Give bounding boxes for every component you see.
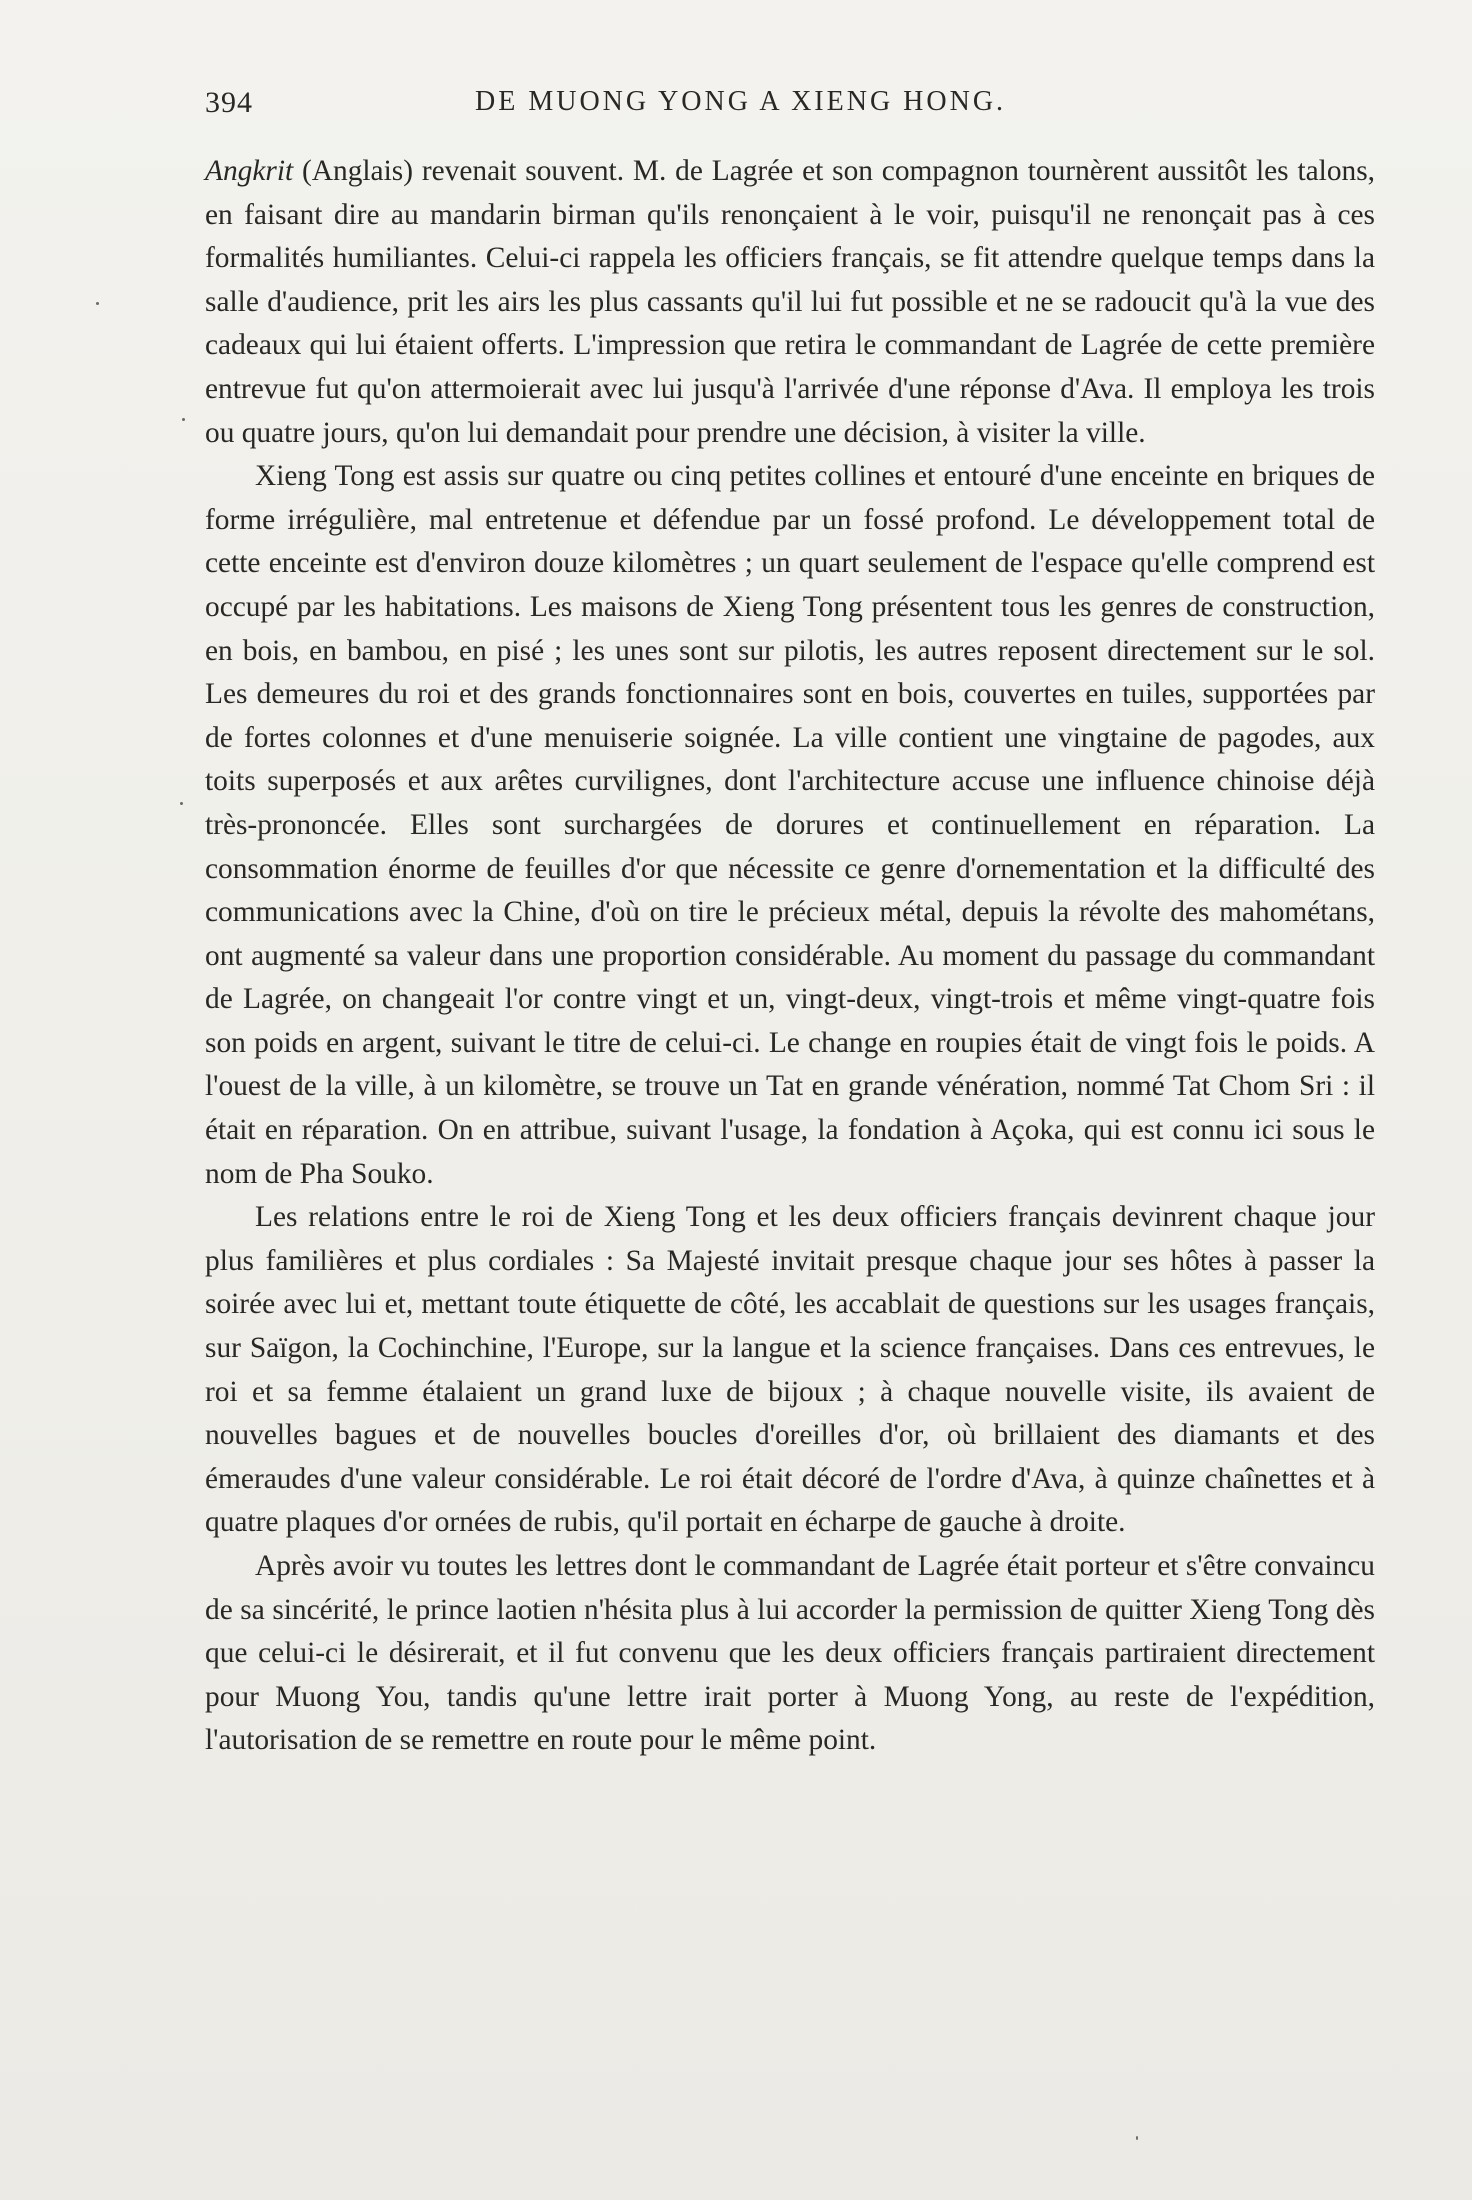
page-number: 394 xyxy=(205,86,253,119)
paragraph-4-text: Après avoir vu toutes les lettres dont le commandant de Lagrée était porteur et s'être convaincu de sa sincérité, le prince laotien n'hésita plus à lui accorder la permission de quitter Xieng Tong dès que celui-ci le désirerait, et il fut convenu que les deux officiers français partiraient directement pour Muong You, tandis qu'une lettre irait porter à Muong Yong, au reste de l'expédition, l'autorisation de se remettre en route pour le même point. xyxy=(205,1550,1375,1757)
page-header-title: DE MUONG YONG A XIENG HONG. xyxy=(475,86,1007,117)
paper-speck xyxy=(1136,2136,1138,2140)
paragraph-2-text: Xieng Tong est assis sur quatre ou cinq petites collines et entouré d'une enceinte en briques de forme irrégulière, mal entretenue et défendue par un fossé profond. Le développement total de cette enceinte est d'environ douze kilomètres ; un quart seulement de l'espace qu'elle comprend est occupé par les habitations. Les maisons de Xieng Tong présentent tous les genres de construction, en bois, en bambou, en pisé ; les unes sont sur pilotis, les autres reposent directement sur le sol. Les demeures du roi et des grands fonctionnaires sont en bois, couvertes en tuiles, supportées par de fortes colonnes et d'une menuiserie soignée. La ville contient une vingtaine de pagodes, aux toits superposés et aux arêtes curvilignes, dont l'architecture accuse une influence chinoise déjà très-prononcée. Elles sont surchargées de dorures et continuellement en réparation. La consommation énorme de feuilles d'or que nécessite ce genre d'ornementation et la difficulté des communications avec la Chine, d'où on tire le précieux métal, depuis la révolte des mahométans, ont augmenté sa valeur dans une proportion considérable. Au moment du passage du commandant de Lagrée, on changeait l'or contre vingt et un, vingt-deux, vingt-trois et même vingt-quatre fois son poids en argent, suivant le titre de celui-ci. Le change en roupies était de vingt fois le poids. A l'ouest de la ville, à un kilomètre, se trouve un Tat en grande vénération, nommé Tat Chom Sri : il était en réparation. On en attribue, suivant l'usage, la fondation à Açoka, qui est connu ici sous le nom de Pha Souko. xyxy=(205,460,1375,1190)
paragraph-4 xyxy=(205,1545,1375,1763)
running-head xyxy=(205,86,1375,126)
paper-speck xyxy=(180,802,183,805)
italic-term: Angkrit xyxy=(205,155,294,187)
paper-speck xyxy=(182,418,185,421)
paragraph-2 xyxy=(205,455,1375,1196)
paragraph-3-text: Les relations entre le roi de Xieng Tong et les deux officiers français devinrent chaque jour plus familières et plus cordiales : Sa Majesté invitait presque chaque jour ses hôtes à passer la soirée avec lui et, mettant toute étiquette de côté, les accablait de questions sur les usages français, sur Saïgon, la Cochinchine, l'Europe, sur la langue et la science françaises. Dans ces entrevues, le roi et sa femme étalaient un grand luxe de bijoux ; à chaque nouvelle visite, ils avaient de nouvelles bagues et de nouvelles boucles d'oreilles d'or, où brillaient des diamants et des émeraudes d'une valeur considérable. Le roi était décoré de l'ordre d'Ava, à quinze chaînettes et à quatre plaques d'or ornées de rubis, qu'il portait en écharpe de gauche à droite. xyxy=(205,1201,1375,1539)
body-text xyxy=(205,150,1375,1763)
paragraph-1-text: (Anglais) revenait souvent. M. de Lagrée et son compagnon tournèrent aussitôt les talons, en faisant dire au mandarin birman qu'ils renonçaient à le voir, puisqu'il ne renonçait pas à ces formalités humiliantes. Celui-ci rappela les officiers français, se fit attendre quelque temps dans la salle d'audience, prit les airs les plus cassants qu'il lui fut possible et ne se radoucit qu'à la vue des cadeaux qui lui étaient offerts. L'impression que retira le commandant de Lagrée de cette première entrevue fut qu'on attermoierait avec lui jusqu'à l'arrivée d'une réponse d'Ava. Il employa les trois ou quatre jours, qu'on lui demandait pour prendre une décision, à visiter la ville. xyxy=(205,155,1375,449)
paragraph-1 xyxy=(205,150,1375,455)
paragraph-3 xyxy=(205,1196,1375,1545)
paper-speck xyxy=(96,302,99,305)
